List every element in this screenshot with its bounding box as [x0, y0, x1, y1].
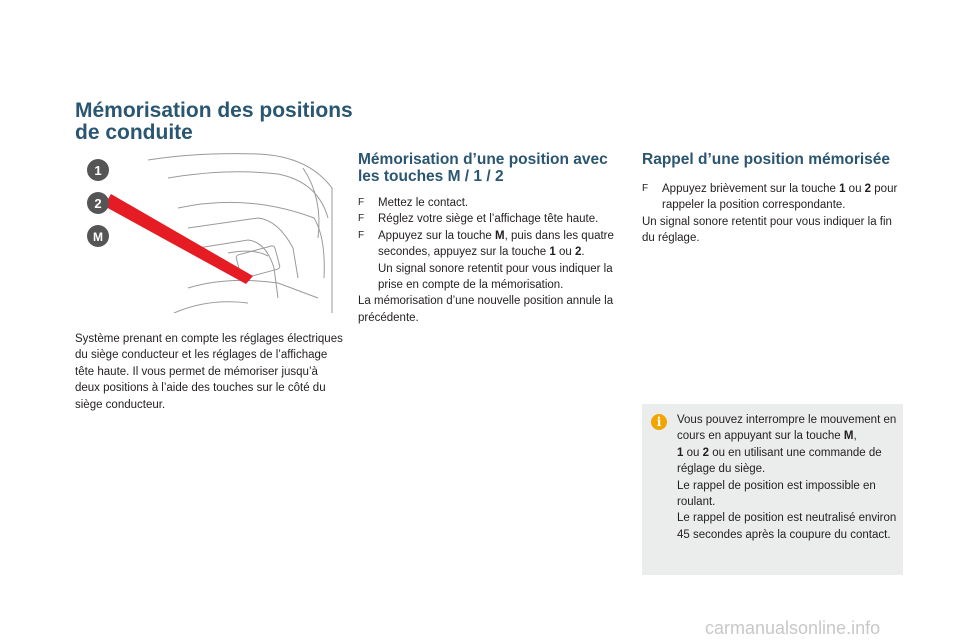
- rappel-heading: Rappel d’une position mémorisée: [642, 151, 891, 168]
- button-m-icon: [87, 225, 109, 247]
- bullet-marker: F: [358, 229, 365, 241]
- step-item: [358, 195, 623, 211]
- info-icon: i: [651, 414, 667, 430]
- key-1: 1: [839, 183, 846, 195]
- button-1-label: 1: [94, 163, 102, 178]
- note-text-part: Vous pouvez interrompre le mouvement en cours en appuyant sur la touche: [677, 414, 897, 443]
- bullet-marker: F: [358, 213, 365, 225]
- step-text: Réglez votre siège et l’affichage tête haute.: [378, 213, 599, 226]
- button-2-label: 2: [94, 196, 102, 211]
- button-2-icon: [87, 192, 109, 214]
- key-2: 2: [702, 446, 709, 459]
- step-item: [642, 181, 904, 214]
- step-text-part: Appuyez brièvement sur la touche: [662, 183, 840, 195]
- info-note: [642, 404, 903, 575]
- note-text: [677, 412, 899, 543]
- memorisation-heading: Mémorisation d’une position avec les touches M / 1 / 2: [358, 151, 608, 185]
- step-text-part: .: [581, 246, 585, 259]
- note-paragraph: Le rappel de position est neutralisé environ 45 secondes après la coupure du contact.: [677, 512, 897, 541]
- key-2: 2: [574, 246, 582, 259]
- step-text: [378, 228, 623, 294]
- step-text: Mettez le contact.: [378, 197, 469, 209]
- intro-text: Système prenant en compte les réglages électriques du siège conducteur et les réglages de l’affichage tête haute. Il vous permet de mémoriser jusqu’à deux positions à l’aide des touches sur le côté du siège conducteur.: [75, 333, 343, 411]
- memorisation-footer: La mémorisation d’une nouvelle position annule la précédente.: [358, 295, 614, 324]
- bullet-marker: F: [358, 197, 365, 208]
- step-text-part: pour rappeler la position correspondante.: [662, 183, 898, 212]
- note-text-part: ,: [853, 430, 857, 443]
- key-m: M: [843, 430, 854, 443]
- bullet-marker: F: [642, 183, 649, 194]
- signal-text: Un signal sonore retentit pour vous indiquer la prise en compte de la mémorisation.: [378, 262, 613, 292]
- button-m-label: M: [93, 230, 103, 244]
- rappel-section: [642, 181, 904, 247]
- note-text-part: ou en utilisant une commande de réglage du siège.: [677, 446, 882, 476]
- memorisation-section: [358, 195, 623, 326]
- button-1-icon: [87, 159, 109, 181]
- step-text-part: Appuyez sur la touche: [378, 229, 495, 242]
- note-paragraph: Le rappel de position est impossible en roulant.: [677, 479, 876, 509]
- rappel-footer: Un signal sonore retentit pour vous indiquer la fin du réglage.: [642, 215, 892, 245]
- seat-memory-buttons-illustration: [78, 148, 336, 313]
- step-item: [358, 228, 623, 294]
- watermark: carmanualsonline.info: [705, 618, 881, 638]
- step-text-part: ou: [555, 246, 575, 259]
- step-text-part: ou: [845, 183, 865, 195]
- page-title: Mémorisation des positions de conduite: [75, 99, 353, 144]
- note-text-part: ou: [683, 446, 703, 459]
- step-text-part: , puis dans les quatre secondes, appuyez sur la touche: [378, 229, 614, 259]
- key-m: M: [495, 229, 505, 242]
- step-item: [358, 211, 623, 227]
- key-2: 2: [864, 183, 872, 195]
- step-text: [662, 181, 904, 214]
- key-1: 1: [677, 446, 684, 459]
- key-1: 1: [549, 246, 556, 259]
